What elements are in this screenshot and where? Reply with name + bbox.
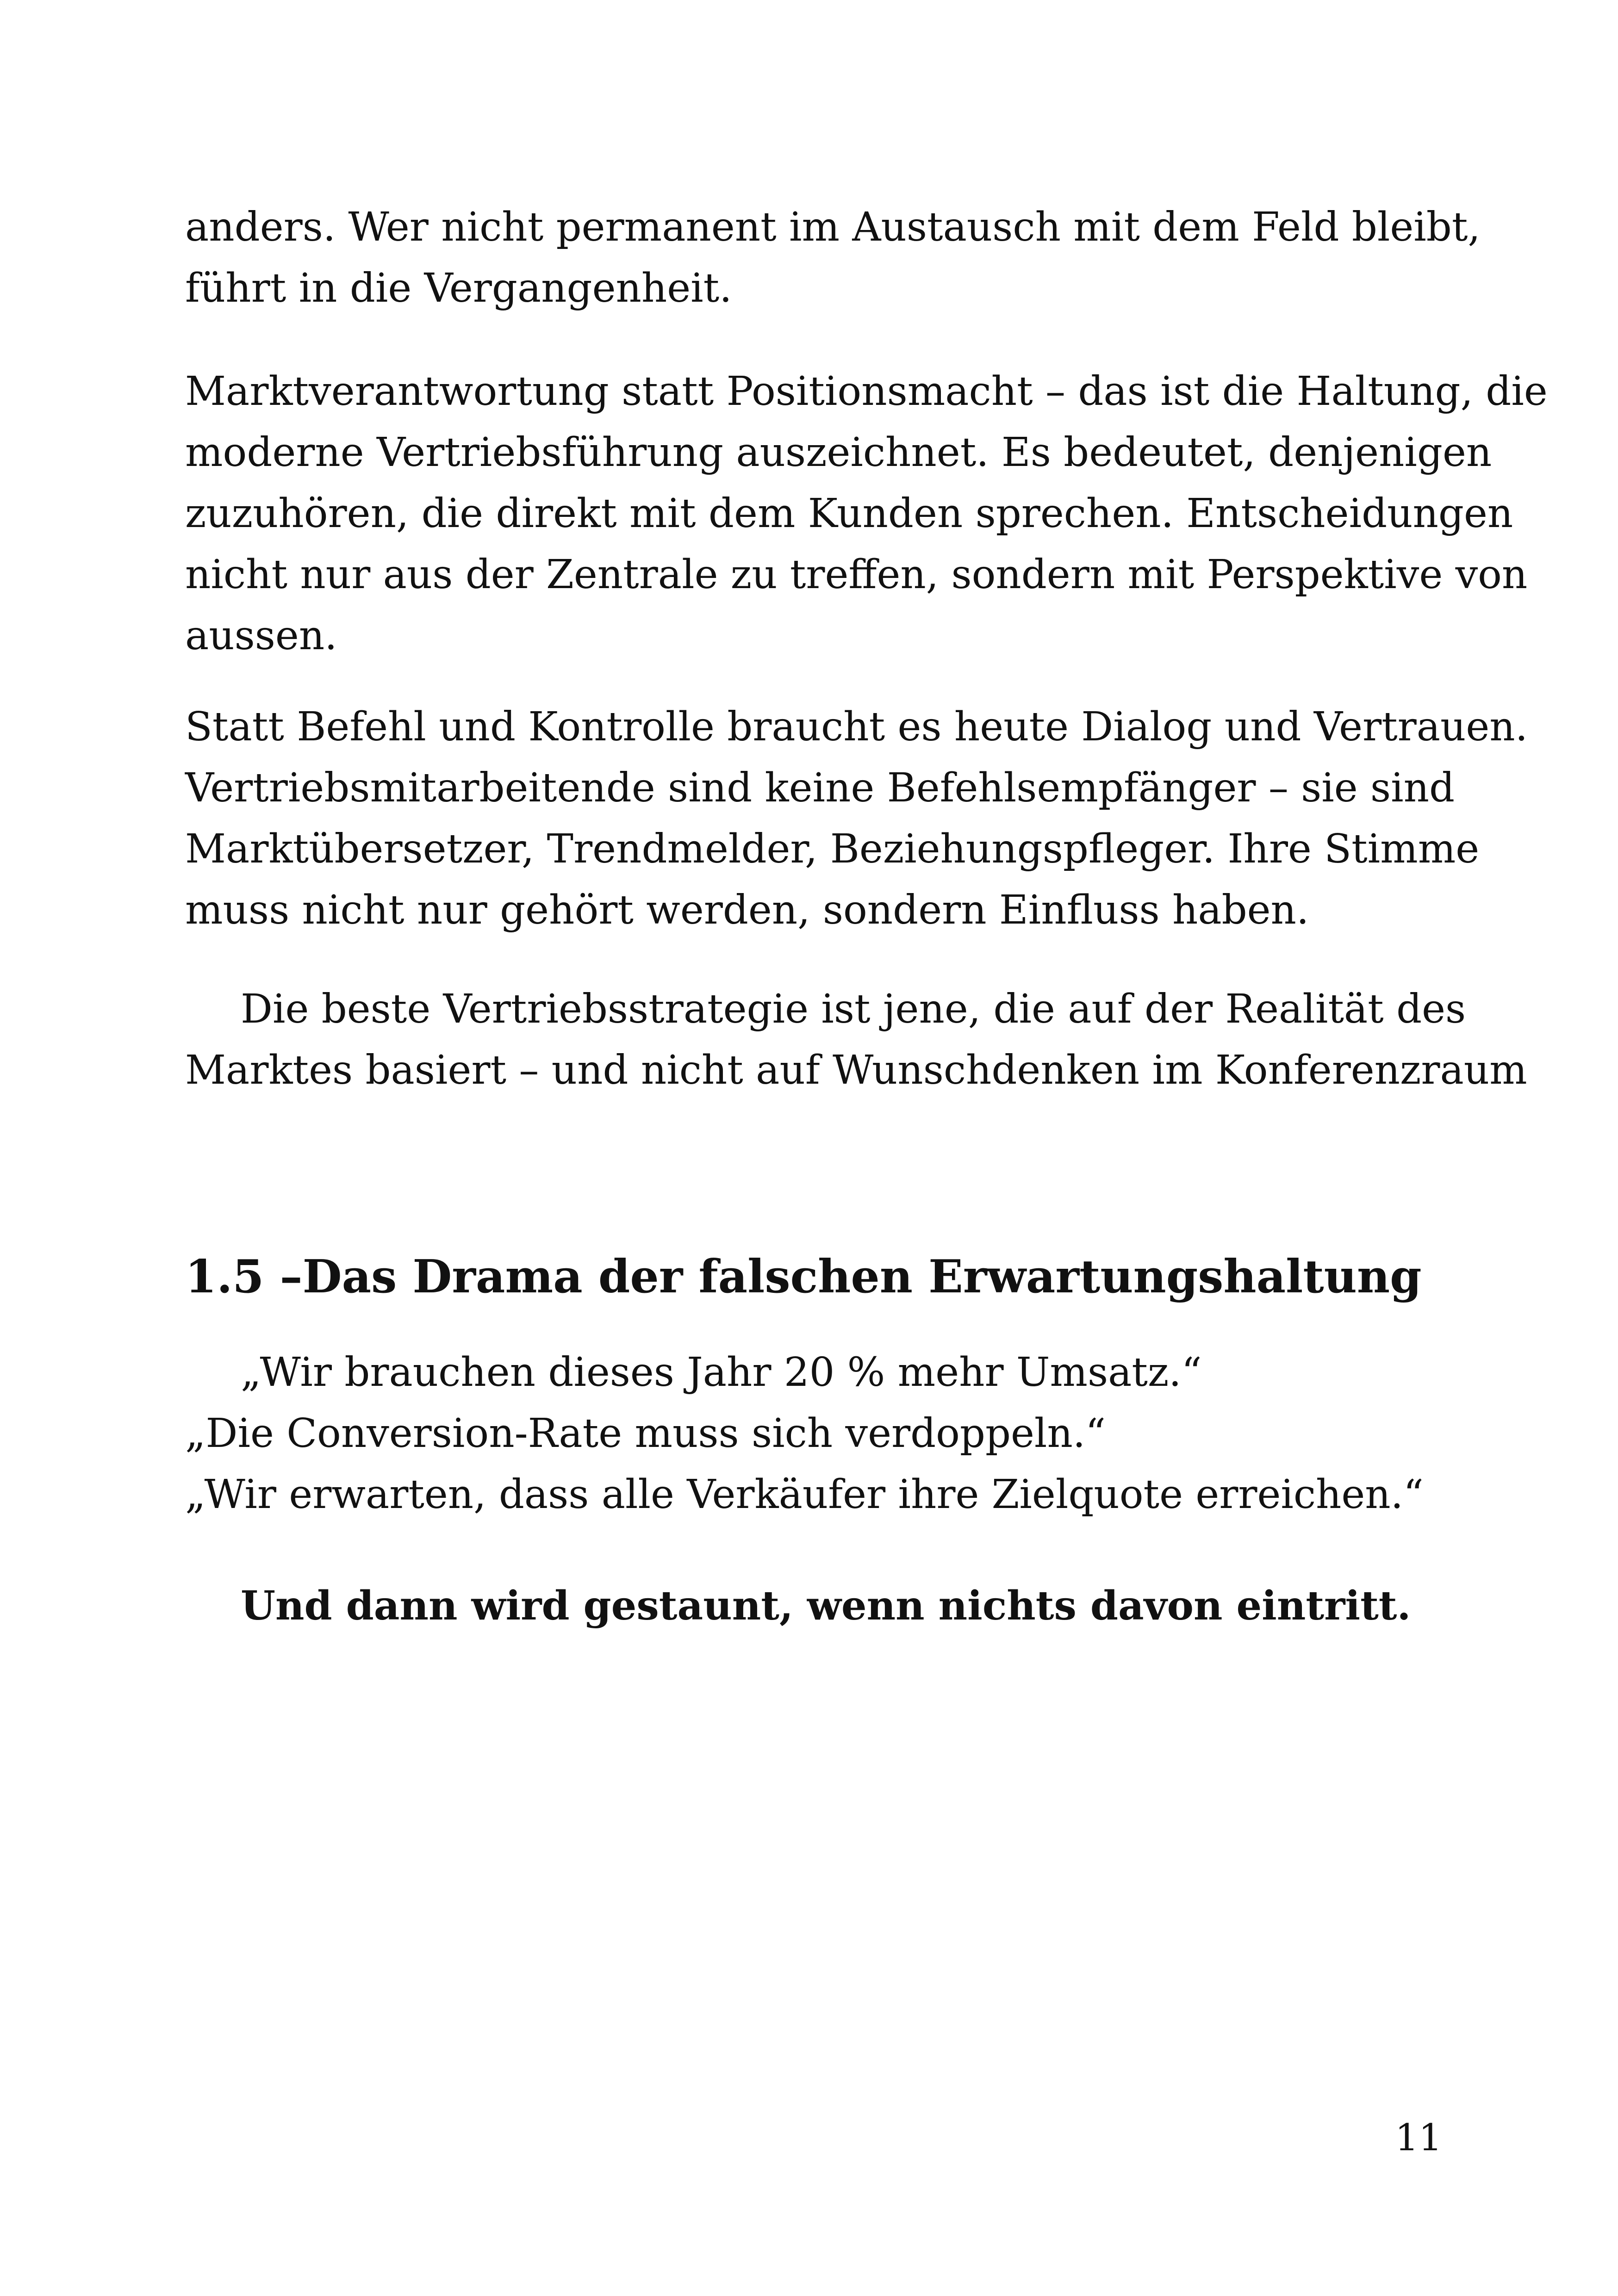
text-line: Marktverantwortung statt Positionsmacht – das ist die Haltung, die <box>185 368 1548 415</box>
text-line: muss nicht nur gehört werden, sondern Einfluss haben. <box>185 887 1309 933</box>
quote-block <box>185 1342 1481 1525</box>
emphasis-statement: Und dann wird gestaunt, wenn nichts davon eintritt. <box>241 1582 1411 1629</box>
text-line: Statt Befehl und Kontrolle braucht es heute Dialog und Vertrauen. <box>185 704 1528 750</box>
section-heading: 1.5 –Das Drama der falschen Erwartungshaltung <box>185 1250 1422 1303</box>
text-line: Marktübersetzer, Trendmelder, Beziehungspfleger. Ihre Stimme <box>185 826 1480 872</box>
quote-line: „Wir brauchen dieses Jahr 20 % mehr Umsatz.“ <box>241 1349 1202 1396</box>
text-line: Vertriebsmitarbeitende sind keine Befehlsempfänger – sie sind <box>185 765 1455 811</box>
text-line: aussen. <box>185 613 337 659</box>
page-number: 11 <box>1395 2116 1442 2159</box>
text-line: führt in die Vergangenheit. <box>185 265 732 311</box>
paragraph-4 <box>185 979 1527 1101</box>
paragraph-2 <box>185 361 1548 666</box>
text-line: Die beste Vertriebsstrategie ist jene, die auf der Realität des <box>241 986 1466 1032</box>
text-line: anders. Wer nicht permanent im Austausch mit dem Feld bleibt, <box>185 204 1481 250</box>
quote-line: „Die Conversion-Rate muss sich verdoppeln.“ <box>185 1410 1106 1457</box>
paragraph-3 <box>185 696 1528 941</box>
text-line: Marktes basiert – und nicht auf Wunschdenken im Konferenzraum <box>185 1047 1527 1093</box>
text-line: zuzuhören, die direkt mit dem Kunden sprechen. Entscheidungen <box>185 490 1513 537</box>
quote-line: „Wir erwarten, dass alle Verkäufer ihre Zielquote erreichen.“ <box>185 1471 1424 1518</box>
paragraph-1 <box>185 197 1481 319</box>
text-line: nicht nur aus der Zentrale zu treffen, sondern mit Perspektive von <box>185 552 1528 598</box>
text-line: moderne Vertriebsführung auszeichnet. Es bedeutet, denjenigen <box>185 429 1492 476</box>
